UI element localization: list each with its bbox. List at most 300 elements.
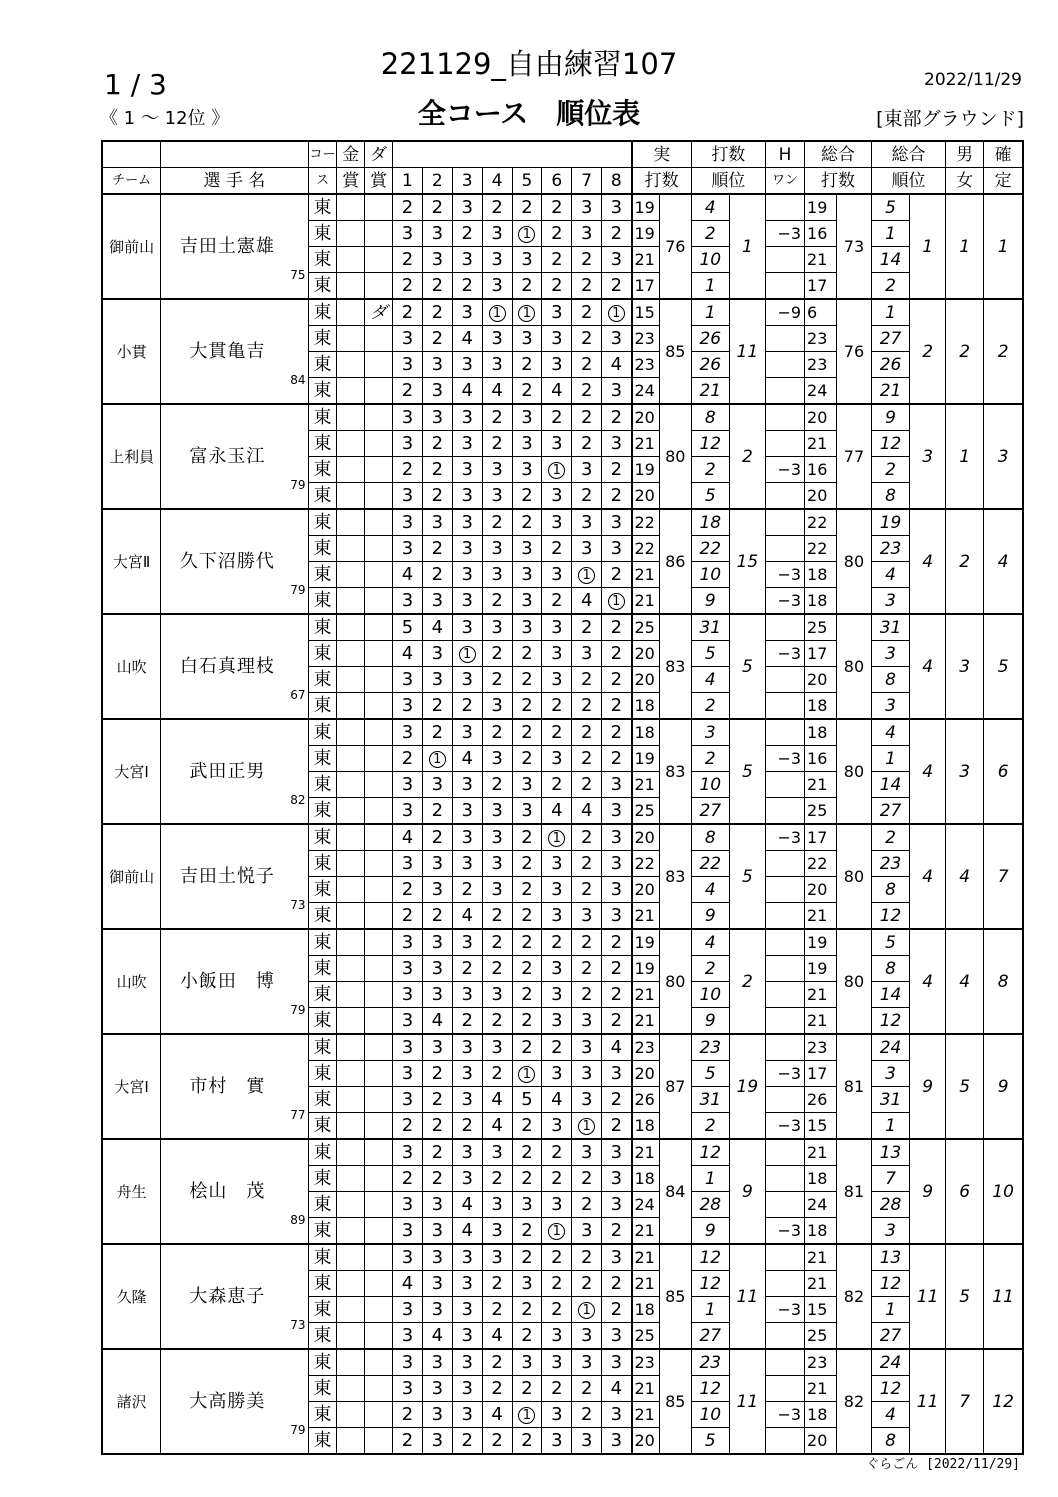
net-score: 21 [805,431,837,457]
course-cell: 東 [308,956,337,982]
hole-score: 2 [393,378,423,405]
net-rank: 4 [871,562,909,588]
net-score: 16 [805,457,837,483]
hole-score: 2 [572,746,602,772]
round-rank: 1 [691,299,729,326]
gold-award-cell [337,956,365,982]
hole-score [542,1218,572,1245]
round-score: 21 [632,1008,660,1035]
round-score: 20 [632,641,660,667]
round-rank: 8 [691,824,729,851]
hole-score: 3 [393,1323,423,1350]
hole-score: 2 [422,483,452,510]
hole-score: 2 [602,929,632,956]
gold-award-cell [337,326,365,352]
gold-award-cell [337,667,365,693]
hole-score: 2 [572,1271,602,1297]
player-name [161,719,308,824]
hole-in-one-bonus [765,667,804,693]
hole-score: 3 [572,903,602,930]
da-award-cell [365,982,393,1008]
hole-score: 3 [393,431,423,457]
header-hole-2: 2 [422,168,452,195]
hole-score: 3 [602,1349,632,1376]
da-award-cell [365,1192,393,1218]
hole-score: 4 [452,903,482,930]
net-rank: 12 [871,1008,909,1035]
da-award-cell [365,1349,393,1376]
hole-score: 3 [542,667,572,693]
net-rank: 19 [871,509,909,536]
hole-score: 3 [393,772,423,798]
hole-score: 3 [482,483,512,510]
course-cell: 東 [308,614,337,641]
hole-score: 3 [422,772,452,798]
gender-rank: 7 [946,1349,984,1454]
round-rank: 26 [691,326,729,352]
hole-score: 3 [542,562,572,588]
hole-score: 2 [512,509,542,536]
header-hole-4: 4 [482,168,512,195]
hole-score: 3 [542,1402,572,1428]
hole-in-one-bonus: −3 [765,746,804,772]
hole-score [602,299,632,326]
da-award-cell [365,877,393,903]
net-score: 21 [805,1008,837,1035]
hole-score: 3 [572,536,602,562]
hole-score: 3 [393,326,423,352]
hole-score: 2 [542,536,572,562]
hole-score: 2 [602,483,632,510]
round-score: 22 [632,536,660,562]
footer-credit: ぐらごん [2022/11/29] [866,1457,1020,1472]
net-rank: 3 [871,1061,909,1087]
total-rank: 1 [910,194,946,299]
hole-score: 3 [482,1034,512,1061]
round-rank: 22 [691,851,729,877]
actual-total: 85 [659,1349,691,1454]
hole-in-one-mark: 1 [518,305,535,322]
round-score: 19 [632,956,660,982]
round-rank: 10 [691,982,729,1008]
hole-score: 2 [393,457,423,483]
hole-in-one-mark: 1 [489,305,506,322]
team-name: 久隆 [102,1244,161,1349]
total-strokes: 82 [836,1349,871,1454]
hole-score: 2 [422,1166,452,1192]
hole-score: 4 [393,641,423,667]
net-score: 21 [805,772,837,798]
hole-score: 3 [452,798,482,825]
hole-score: 4 [572,798,602,825]
actual-total: 83 [659,614,691,719]
hole-score: 3 [512,1192,542,1218]
hole-score: 3 [482,247,512,273]
net-score: 23 [805,352,837,378]
table-row [102,404,1023,431]
hole-score: 3 [422,1402,452,1428]
hole-score: 3 [422,929,452,956]
hole-score: 3 [602,1428,632,1455]
round-score: 23 [632,1034,660,1061]
net-score: 21 [805,1376,837,1402]
course-cell: 東 [308,299,337,326]
gold-award-cell [337,877,365,903]
hole-in-one-mark: 1 [548,1223,565,1240]
round-score: 23 [632,352,660,378]
header-trank: 順位 [871,168,945,195]
hole-in-one-bonus: −3 [765,588,804,615]
hole-in-one-bonus [765,772,804,798]
hole-score: 3 [482,877,512,903]
hole-score: 2 [482,903,512,930]
total-rank: 4 [910,719,946,824]
hole-score: 2 [572,1166,602,1192]
hole-score: 3 [482,273,512,300]
hole-score: 2 [452,1113,482,1140]
table-row [102,194,1023,221]
net-score: 6 [805,299,837,326]
hole-score: 2 [482,929,512,956]
round-rank: 1 [691,1297,729,1323]
da-award-cell [365,1271,393,1297]
hole-score: 3 [512,588,542,615]
player-age: 73 [290,898,306,912]
hole-score: 2 [452,1008,482,1035]
total-strokes: 73 [836,194,871,299]
net-rank: 8 [871,667,909,693]
gold-award-cell [337,851,365,877]
total-rank: 4 [910,824,946,929]
player-name-text: 富永玉江 [189,445,266,467]
hole-score: 2 [482,588,512,615]
hole-score: 3 [452,1034,482,1061]
hole-score: 3 [452,509,482,536]
gold-award-cell [337,824,365,851]
round-score: 21 [632,562,660,588]
hole-score: 3 [512,457,542,483]
da-award-cell [365,247,393,273]
round-score: 21 [632,1376,660,1402]
gold-award-cell [337,509,365,536]
round-score: 20 [632,1061,660,1087]
hole-in-one-mark: 1 [578,1302,595,1319]
net-rank: 1 [871,221,909,247]
hole-score: 3 [422,1428,452,1455]
gold-award-cell [337,536,365,562]
hole-score: 2 [602,273,632,300]
net-score: 21 [805,903,837,930]
actual-total: 85 [659,1244,691,1349]
hole-score: 2 [602,221,632,247]
gold-award-cell [337,693,365,720]
round-rank: 12 [691,1376,729,1402]
hole-score: 3 [572,221,602,247]
course-cell: 東 [308,457,337,483]
net-score: 21 [805,1244,837,1271]
hole-score: 3 [452,824,482,851]
strokes-rank: 5 [729,719,765,824]
net-rank: 31 [871,614,909,641]
da-award-cell [365,929,393,956]
hole-score: 2 [572,247,602,273]
gold-award-cell [337,352,365,378]
gender-rank: 1 [946,404,984,509]
hole-score: 2 [542,1139,572,1166]
hole-in-one-bonus: −3 [765,641,804,667]
hole-score: 3 [512,614,542,641]
net-rank: 8 [871,483,909,510]
course-cell: 東 [308,273,337,300]
hole-score: 2 [482,719,512,746]
gold-award-cell [337,378,365,405]
gold-award-cell [337,1034,365,1061]
hole-in-one-mark: 1 [578,567,595,584]
course-cell: 東 [308,982,337,1008]
hole-score: 3 [602,1166,632,1192]
net-rank: 26 [871,352,909,378]
gold-award-cell [337,1244,365,1271]
hole-score: 3 [572,1323,602,1350]
hole-score: 3 [393,221,423,247]
da-award-cell [365,772,393,798]
header-final: 定 [984,168,1023,195]
hole-score: 4 [393,1271,423,1297]
hole-score: 3 [393,588,423,615]
table-row [102,509,1023,536]
net-rank: 21 [871,378,909,405]
total-rank: 9 [910,1139,946,1244]
actual-total: 85 [659,299,691,404]
hole-in-one-bonus [765,1139,804,1166]
hole-score: 3 [452,772,482,798]
hole-score: 3 [602,536,632,562]
gold-award-cell [337,1192,365,1218]
hole-in-one-bonus: −3 [765,1402,804,1428]
gold-award-cell [337,1402,365,1428]
da-award-cell: ダ [365,299,393,326]
hole-score: 2 [602,641,632,667]
hole-score: 2 [422,903,452,930]
hole-score: 2 [422,326,452,352]
round-rank: 10 [691,1402,729,1428]
rank-range: 《 1 ～ 12位 》 [100,108,230,129]
hole-score: 2 [482,1061,512,1087]
gender-rank: 5 [946,1244,984,1349]
net-score: 16 [805,221,837,247]
hole-score: 3 [482,746,512,772]
actual-total: 76 [659,194,691,299]
table-row [102,929,1023,956]
hole-score: 3 [393,851,423,877]
hole-score: 2 [452,221,482,247]
hole-score: 3 [422,956,452,982]
hole-in-one-bonus [765,1087,804,1113]
course-cell: 東 [308,509,337,536]
hole-score: 2 [482,956,512,982]
da-award-cell [365,194,393,221]
hole-score: 3 [482,457,512,483]
net-rank: 2 [871,824,909,851]
gold-award-cell [337,431,365,457]
hole-score: 3 [542,352,572,378]
player-name-text: 市村 實 [189,1075,266,1097]
team-name: 御前山 [102,824,161,929]
round-score: 23 [632,1349,660,1376]
hole-score: 2 [512,1218,542,1245]
hole-score: 2 [572,378,602,405]
hole-score: 2 [512,352,542,378]
gender-rank: 5 [946,1034,984,1139]
gold-award-cell [337,273,365,300]
course-cell: 東 [308,1192,337,1218]
round-rank: 9 [691,588,729,615]
net-score: 18 [805,693,837,720]
hole-in-one-bonus [765,1271,804,1297]
strokes-rank: 11 [729,1349,765,1454]
hole-score: 3 [542,641,572,667]
hole-score: 2 [512,982,542,1008]
hole-score: 4 [393,562,423,588]
hole-score: 3 [452,431,482,457]
net-rank: 7 [871,1166,909,1192]
hole-score: 3 [393,536,423,562]
hole-score: 2 [512,1113,542,1140]
hole-score: 3 [422,352,452,378]
da-award-cell [365,326,393,352]
round-score: 18 [632,693,660,720]
net-score: 23 [805,326,837,352]
player-age: 84 [290,373,306,387]
hole-score: 3 [452,457,482,483]
hole-score: 3 [572,1218,602,1245]
hole-score: 3 [572,457,602,483]
hole-score: 3 [393,1376,423,1402]
hole-in-one-mark: 1 [578,1118,595,1135]
final-rank: 5 [984,614,1023,719]
hole-score: 2 [422,457,452,483]
hole-score: 2 [422,824,452,851]
hole-score: 3 [422,247,452,273]
team-name: 山吹 [102,929,161,1034]
hole-score: 3 [572,641,602,667]
hole-score: 3 [542,614,572,641]
player-name [161,194,308,299]
gold-award-cell [337,1428,365,1455]
hole-score: 3 [602,378,632,405]
header-tstrokes-top: 総合 [805,141,872,168]
hole-score: 3 [482,693,512,720]
hole-score: 4 [422,1323,452,1350]
course-cell: 東 [308,667,337,693]
course-cell: 東 [308,1166,337,1192]
net-rank: 14 [871,772,909,798]
total-rank: 9 [910,1034,946,1139]
hole-in-one-bonus [765,719,804,746]
hole-score: 2 [572,956,602,982]
hole-score: 3 [602,824,632,851]
hole-score: 2 [572,1402,602,1428]
hole-score: 2 [602,457,632,483]
hole-score: 2 [512,378,542,405]
header-gender: 女 [946,168,984,195]
net-score: 20 [805,1428,837,1455]
gold-award-cell [337,1113,365,1140]
player-name-text: 白石真理枝 [179,655,275,677]
round-score: 21 [632,1271,660,1297]
hole-score: 2 [512,641,542,667]
net-score: 21 [805,982,837,1008]
net-score: 26 [805,1087,837,1113]
net-score: 20 [805,404,837,431]
hole-score: 3 [602,1244,632,1271]
hole-score: 3 [422,982,452,1008]
net-score: 25 [805,1323,837,1350]
gold-award-cell [337,483,365,510]
hole-score: 3 [422,1271,452,1297]
final-rank: 10 [984,1139,1023,1244]
player-name-text: 吉田土憲雄 [179,235,275,257]
hole-in-one-bonus [765,273,804,300]
hole-score: 3 [512,772,542,798]
gold-award-cell [337,1271,365,1297]
hole-score: 2 [422,1139,452,1166]
hole-score: 4 [452,1218,482,1245]
player-age: 73 [290,1318,306,1332]
hole-score: 3 [542,877,572,903]
hole-score: 2 [572,1244,602,1271]
round-rank: 2 [691,956,729,982]
course-cell: 東 [308,851,337,877]
hole-in-one-bonus [765,378,804,405]
course-cell: 東 [308,824,337,851]
hole-in-one-bonus: −3 [765,1297,804,1323]
hole-score: 2 [482,1271,512,1297]
hole-score: 2 [512,273,542,300]
hole-score: 2 [572,824,602,851]
gold-award-cell [337,1166,365,1192]
hole-score [572,1113,602,1140]
net-rank: 13 [871,1139,909,1166]
hole-score: 2 [602,746,632,772]
hole-score [512,221,542,247]
final-rank: 4 [984,509,1023,614]
hole-in-one-bonus: −3 [765,221,804,247]
header-player: 選 手 名 [161,168,308,195]
round-score: 15 [632,299,660,326]
net-rank: 4 [871,719,909,746]
net-score: 15 [805,1297,837,1323]
hole-score: 4 [602,352,632,378]
net-score: 22 [805,536,837,562]
da-award-cell [365,509,393,536]
gold-award-cell [337,299,365,326]
gold-award-cell [337,614,365,641]
hole-score: 2 [602,404,632,431]
hole-score: 3 [542,299,572,326]
hole-score: 2 [393,903,423,930]
final-rank: 3 [984,404,1023,509]
hole-score: 3 [452,1166,482,1192]
hole-score: 2 [482,1376,512,1402]
final-rank: 8 [984,929,1023,1034]
net-rank: 3 [871,1218,909,1245]
net-score: 21 [805,1271,837,1297]
hole-score: 2 [572,404,602,431]
net-score: 21 [805,1139,837,1166]
net-rank: 5 [871,194,909,221]
hole-score [542,824,572,851]
